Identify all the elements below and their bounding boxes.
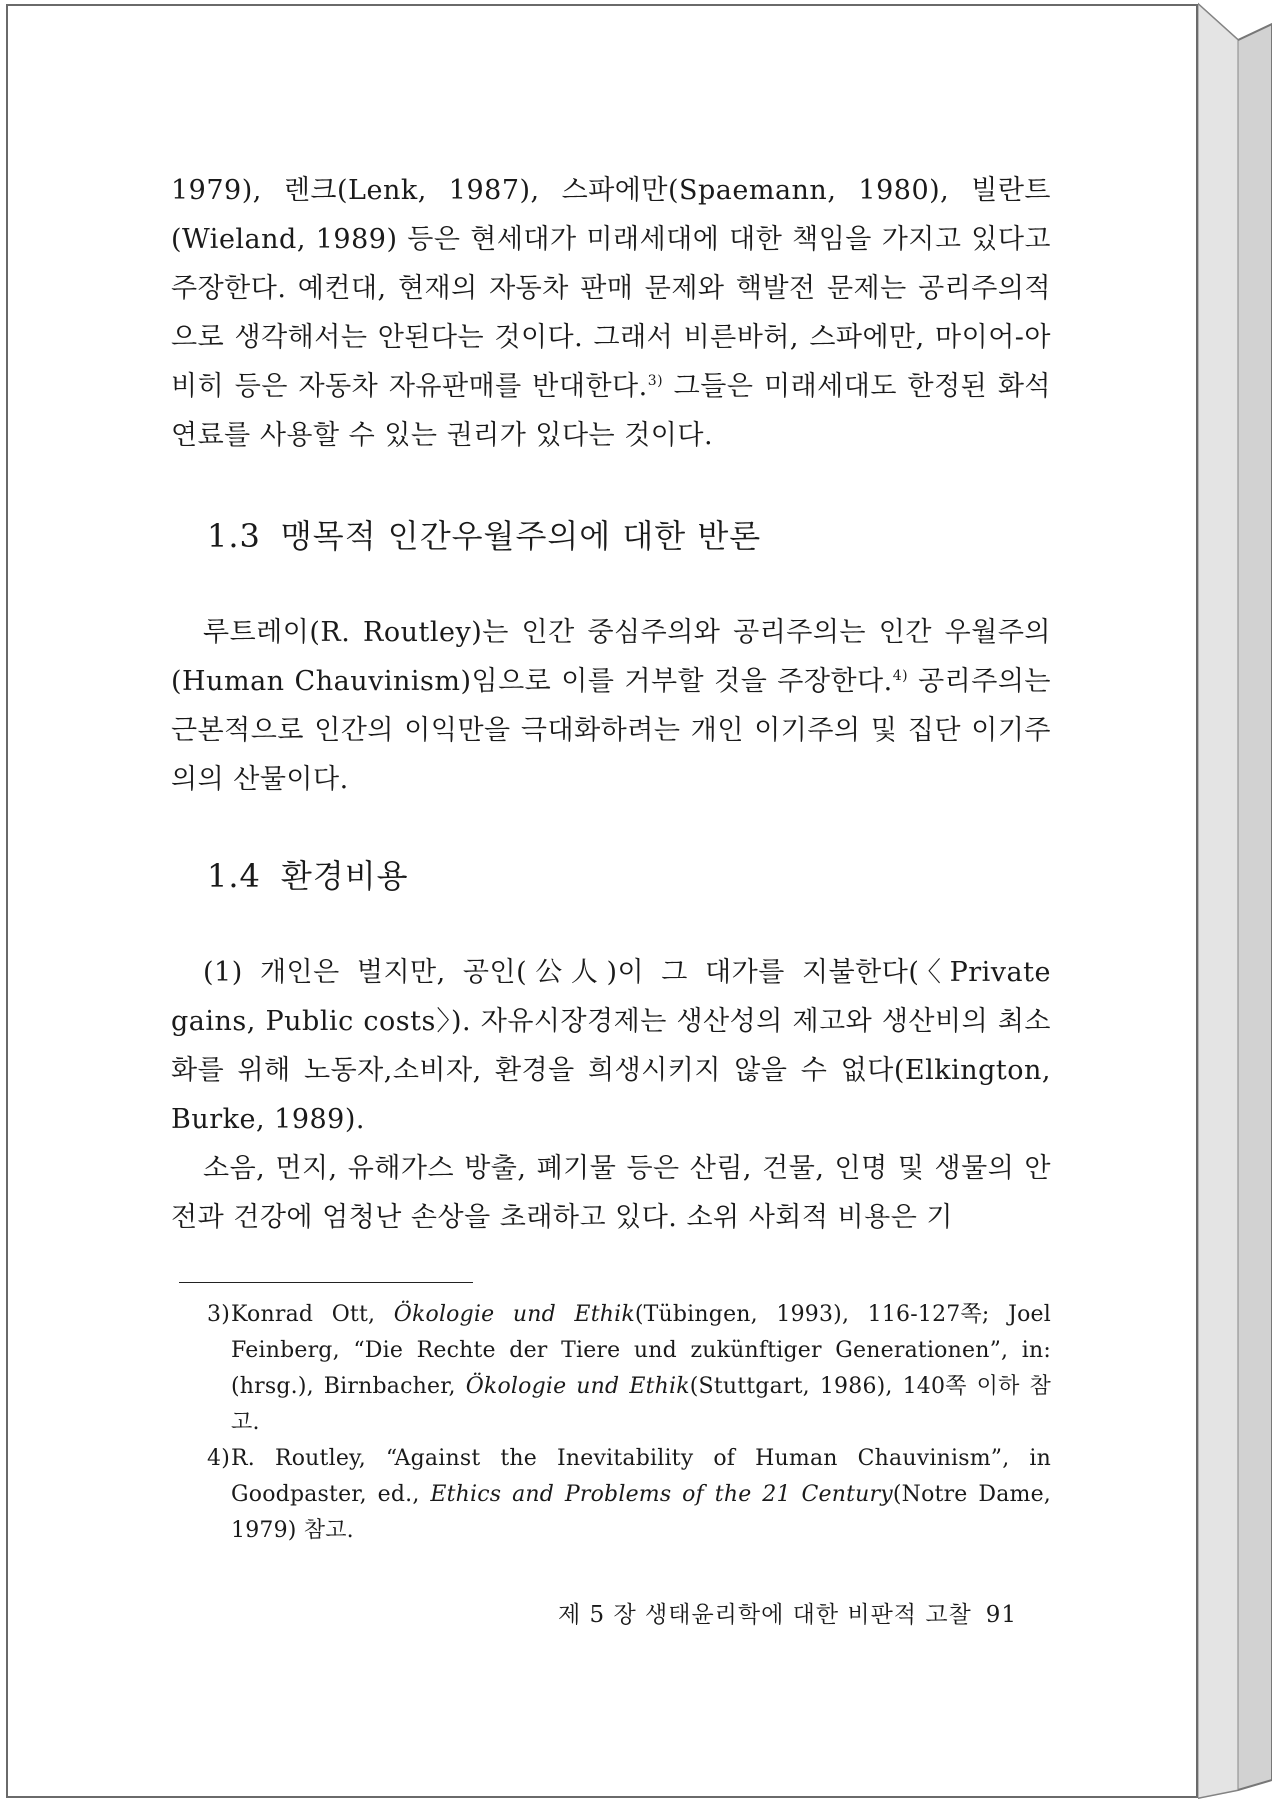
footnote-3-text-a: Konrad Ott, <box>231 1302 394 1327</box>
footnote-3-title-1: Ökologie und Ethik <box>393 1302 635 1327</box>
footnote-ref-4: 4) <box>892 668 909 684</box>
paragraph-3: (1) 개인은 벌지만, 공인(公人)이 그 대가를 지불한다(〈Private gains, Public costs〉). 자유시장경제는 생산성의 제고와 생산비의 최소화를 위해 노동자,소비자, 환경을 희생시키지 않을 수 없다(Elkington, Burke, 1989). <box>171 957 1051 1135</box>
paragraph-2-text-a: 루트레이(R. Routley)는 인간 중심주의와 공리주의는 인간 우월주의(Human Chauvinism)임으로 이를 거부할 것을 주장한다. <box>171 617 1051 697</box>
page <box>6 4 1198 1798</box>
footnote-ref-3: 3) <box>647 373 664 389</box>
footnote-divider <box>179 1282 473 1283</box>
section-heading-1-3 <box>207 516 1051 556</box>
section-number: 1.4 <box>207 857 261 895</box>
paragraph-1-text-a: 1979), 렌크(Lenk, 1987), 스파에만(Spaemann, 1980), 빌란트(Wieland, 1989) 등은 현세대가 미래세대에 대한 책임을 가지고 있다고 주장한다. 예컨대, 현재의 자동차 판매 문제와 핵발전 문제는 공리주의적으로 생각해서는 안된다는 것이다. 그래서 비른바허, 스파에만, 마이어-아비히 등은 자동차 자유판매를 반대한다. <box>171 175 1051 402</box>
footnote-number: 3) <box>207 1302 230 1327</box>
chapter-title: 제 5 장 생태윤리학에 대한 비판적 고찰 <box>558 1602 972 1628</box>
paragraph-2 <box>171 608 1051 804</box>
footnote-4-title: Ethics and Problems of the 21 Century <box>430 1482 893 1507</box>
footnote-3-text-b: (Tübingen, 1993), 116-127쪽; Joel Feinberg, “Die Rechte der Tiere und zukünftiger Generationen”, in: (hrsg.), Birnbacher, <box>231 1302 1051 1399</box>
paragraph-2-text-b: 공리주의는 근본적으로 인간의 이익만을 극대화하려는 개인 이기주의 및 집단 이기주의의 산물이다. <box>171 666 1052 795</box>
page-number: 91 <box>985 1602 1018 1628</box>
section-number: 1.3 <box>207 517 261 555</box>
footnote-number: 4) <box>207 1446 230 1471</box>
book-edge <box>1198 0 1272 1806</box>
footnote-3 <box>207 1297 1051 1441</box>
footnote-3-text-c: (Stuttgart, 1986), 140쪽 이하 참고. <box>231 1374 1051 1435</box>
section-title: 환경비용 <box>280 857 409 895</box>
section-title: 맹목적 인간우월주의에 대한 반론 <box>280 517 762 555</box>
footnote-4-text-b: (Notre Dame, 1979) 참고. <box>231 1482 1051 1543</box>
paragraph-4: 소음, 먼지, 유해가스 방출, 폐기물 등은 산림, 건물, 인명 및 생물의 안전과 건강에 엄청난 손상을 초래하고 있다. 소위 사회적 비용은 기 <box>171 1153 1051 1233</box>
footnote-4-text-a: R. Routley, “Against the Inevitability of Human Chauvinism”, in Goodpaster, ed., <box>231 1446 1051 1507</box>
footnote-text <box>231 1441 1051 1549</box>
footnote-4 <box>207 1441 1051 1549</box>
paragraph-1-text-b: 그들은 미래세대도 한정된 화석연료를 사용할 수 있는 권리가 있다는 것이다. <box>171 371 1051 451</box>
paragraph-1 <box>171 166 1051 460</box>
footnote-text <box>231 1297 1051 1441</box>
page-content <box>171 166 1051 1549</box>
running-footer <box>558 1596 1017 1629</box>
section-heading-1-4 <box>207 856 1051 896</box>
footnote-3-title-2: Ökologie und Ethik <box>465 1374 690 1399</box>
